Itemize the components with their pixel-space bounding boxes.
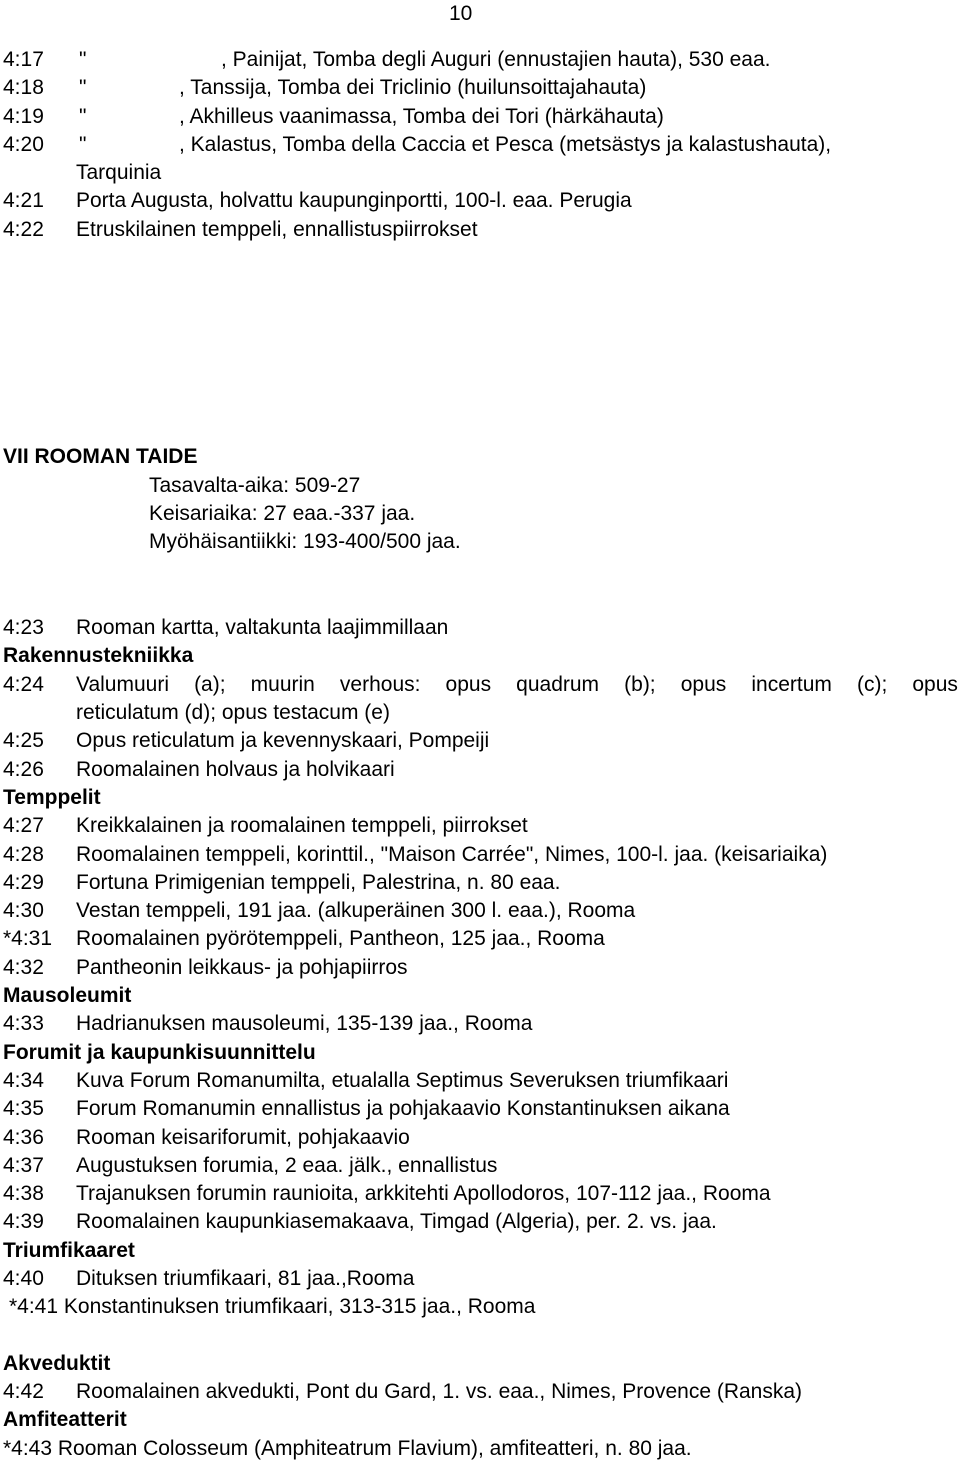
justified-word: quadrum [516,673,600,696]
entry-number: 4:30 [3,899,44,922]
entry-number: 4:33 [3,1012,44,1035]
list-item [3,614,960,642]
list-item [3,1152,960,1180]
entry-number: 4:37 [3,1154,44,1177]
entry-number: 4:27 [3,814,44,837]
entry-number: 4:23 [3,616,44,639]
list-item [3,1180,960,1208]
list-item [3,841,960,869]
entry-number: 4:20 [3,133,44,156]
entry-text: Etruskilainen temppeli, ennallistuspiirrokset [76,218,478,241]
entry-number: 4:19 [3,105,44,128]
list-item [3,1010,960,1038]
ditto-mark: " [79,76,87,99]
list-item [3,103,960,131]
entry-number: 4:38 [3,1182,44,1205]
entry-number: 4:24 [3,673,44,696]
entry-text: Kreikkalainen ja roomalainen temppeli, piirrokset [76,814,528,837]
list-item [3,756,960,784]
list-item [3,216,960,244]
justified-word: opus [445,673,492,696]
justified-word: opus [912,673,958,696]
entry-text: Pantheonin leikkaus- ja pohjapiirros [76,956,408,979]
entry-text-continuation: reticulatum (d); opus testacum (e) [76,701,390,724]
entry-text: , Painijat, Tomba degli Auguri (ennustajien hauta), 530 eaa. [221,48,771,71]
list-item: *4:41 Konstantinuksen triumfikaari, 313-315 jaa., Rooma [9,1295,536,1318]
list-item-continuation [3,159,960,187]
entry-number: 4:36 [3,1126,44,1149]
list-item [3,869,960,897]
subsection-heading: Temppelit [3,786,101,809]
list-item [3,74,960,102]
entry-number: 4:40 [3,1267,44,1290]
list-item [3,187,960,215]
list-item [3,46,960,74]
period-line: Myöhäisantiikki: 193-400/500 jaa. [149,530,461,553]
list-item [3,812,960,840]
entry-text: Augustuksen forumia, 2 eaa. jälk., ennallistus [76,1154,498,1177]
entry-number: 4:17 [3,48,44,71]
justified-word: (a); [194,673,226,696]
list-item [3,897,960,925]
entry-text: Rooman keisariforumit, pohjakaavio [76,1126,410,1149]
ditto-mark: " [79,105,87,128]
period-line: Tasavalta-aika: 509-27 [149,474,361,497]
list-item [3,954,960,982]
list-item [3,131,960,159]
entry-text: Roomalainen pyörötemppeli, Pantheon, 125 jaa., Rooma [76,927,605,950]
entry-number: 4:21 [3,189,44,212]
list-item [3,727,960,755]
entry-number: 4:34 [3,1069,44,1092]
entry-text: Rooman kartta, valtakunta laajimmillaan [76,616,449,639]
subsection-heading: Akveduktit [3,1352,111,1375]
list-item [3,1124,960,1152]
entry-text-continuation: Tarquinia [76,161,162,184]
entry-text: Roomalainen akvedukti, Pont du Gard, 1. vs. eaa., Nimes, Provence (Ranska) [76,1380,803,1403]
entry-number: *4:31 [3,927,53,950]
list-item [3,1095,960,1123]
entry-text: Dituksen triumfikaari, 81 jaa.,Rooma [76,1267,415,1290]
entry-text: Roomalainen temppeli, korinttil., "Maison Carrée", Nimes, 100-l. jaa. (keisariaika) [76,843,828,866]
justified-word: verhous: [339,673,421,696]
entry-text: , Tanssija, Tomba dei Triclinio (huilunsoittajahauta) [179,76,647,99]
entry-text: Hadrianuksen mausoleumi, 135-139 jaa., Rooma [76,1012,533,1035]
subsection-heading: Amfiteatterit [3,1408,127,1431]
subsection-heading: Forumit ja kaupunkisuunnittelu [3,1041,316,1064]
entry-number: 4:22 [3,218,44,241]
list-item: *4:43 Rooman Colosseum (Amphiteatrum Flavium), amfiteatteri, n. 80 jaa. [3,1437,692,1460]
entry-text: Forum Romanumin ennallistus ja pohjakaavio Konstantinuksen aikana [76,1097,730,1120]
entry-text: Roomalainen kaupunkiasemakaava, Timgad (Algeria), per. 2. vs. jaa. [76,1210,717,1233]
justified-word: muurin [250,673,315,696]
justified-word: (c); [856,673,888,696]
list-item [3,925,960,953]
entry-number: 4:32 [3,956,44,979]
entry-number: 4:26 [3,758,44,781]
entry-text: , Kalastus, Tomba della Caccia et Pesca (metsästys ja kalastushauta), [179,133,832,156]
section-title: VII ROOMAN TAIDE [3,445,198,468]
ditto-mark: " [79,133,87,156]
justified-word: (b); [624,673,656,696]
list-item [3,1378,960,1406]
entry-text: Fortuna Primigenian temppeli, Palestrina, n. 80 eaa. [76,871,561,894]
list-item [3,1265,960,1293]
entry-text: Trajanuksen forumin raunioita, arkkitehti Apollodoros, 107-112 jaa., Rooma [76,1182,771,1205]
ditto-mark: " [79,48,87,71]
entry-text: Opus reticulatum ja kevennyskaari, Pompeiji [76,729,490,752]
entry-text: Porta Augusta, holvattu kaupunginportti, 100-l. eaa. Perugia [76,189,632,212]
list-item [3,1208,960,1236]
entry-text-justified [76,671,958,699]
page-number: 10 [449,2,473,25]
justified-word: opus [680,673,727,696]
entry-number: 4:18 [3,76,44,99]
entry-text: Roomalainen holvaus ja holvikaari [76,758,395,781]
subsection-heading: Triumfikaaret [3,1239,135,1262]
entry-text: , Akhilleus vaanimassa, Tomba dei Tori (härkähauta) [179,105,664,128]
subsection-heading: Rakennustekniikka [3,644,194,667]
justified-word: incertum [751,673,832,696]
entry-number: 4:35 [3,1097,44,1120]
period-line: Keisariaika: 27 eaa.-337 jaa. [149,502,416,525]
entry-text: Vestan temppeli, 191 jaa. (alkuperäinen 300 l. eaa.), Rooma [76,899,636,922]
entry-number: 4:39 [3,1210,44,1233]
subsection-heading: Mausoleumit [3,984,132,1007]
list-item-continuation [3,699,960,727]
entry-text: Kuva Forum Romanumilta, etualalla Septimus Severuksen triumfikaari [76,1069,729,1092]
entry-number: 4:42 [3,1380,44,1403]
entry-number: 4:25 [3,729,44,752]
entry-number: 4:29 [3,871,44,894]
list-item [3,1067,960,1095]
entry-number: 4:28 [3,843,44,866]
justified-word: Valumuuri [76,673,169,696]
